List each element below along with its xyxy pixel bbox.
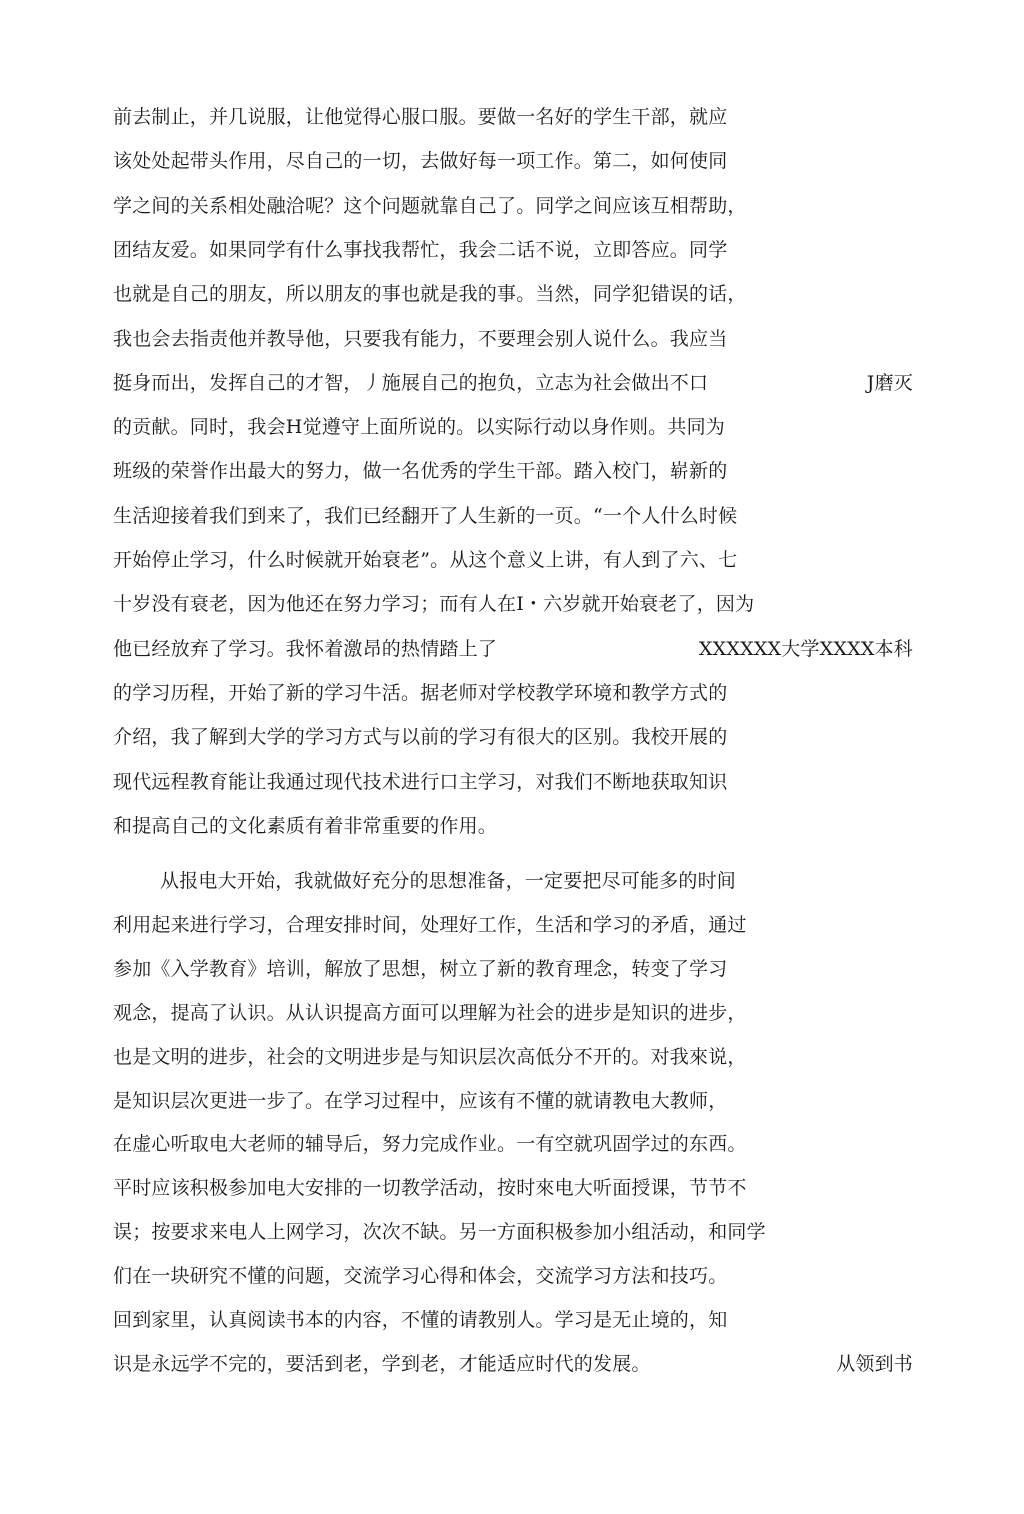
line-text: 十岁没有衰老，因为他还在努力学习；而有人在I・六岁就开始衰老了，因为 [113,593,755,616]
text-line [113,1131,913,1157]
text-line [113,1175,913,1201]
line-text: 平时应该积极参加电大安排的一切教学活动，按时來电大听面授课，节节不 [113,1177,747,1200]
line-text: 挺身而出，发挥自己的才智，丿施展自己的抱负，立志为社会做出不口 [113,371,709,394]
line-text-right: 从领到书 [836,1352,913,1375]
line-text: 现代远程教育能让我通过现代技术进行口主学习，对我们不断地获取知识 [113,770,728,793]
text-line [113,680,913,706]
text-line [113,636,913,662]
line-text: 在虚心听取电大老师的辅导后，努力完成作业。一有空就巩固学过的东西。 [113,1133,747,1156]
line-text: 是知识层次更进一步了。在学习过程中，应该有不懂的就请教电大教师， [113,1089,728,1112]
line-text-right: XXXXXX大学XXXX本科 [698,637,913,660]
text-line [113,458,913,484]
text-line [113,370,913,396]
line-text: 从报电大开始，我就做好充分的思想准备，一定要把尽可能多的时间 [160,870,737,892]
text-line [113,547,913,573]
line-text: 团结友爱。如果同学有什么事找我帮忙，我会二话不说，立即答应。同学 [113,238,728,261]
line-text: 参加《入学教育》培训，解放了思想，树立了新的教育理念，转变了学习 [113,957,728,980]
line-text: 的学习历程，开始了新的学习牛活。据老师对学校教学环境和教学方式的 [113,681,728,704]
text-line [113,769,913,795]
line-text: 和提高自己的文化素质有着非常重要的作用。 [113,814,498,837]
text-line [113,956,913,982]
text-line [113,148,913,174]
line-text: 他已经放弃了学习。我怀着激昂的热情踏上了 [113,637,498,660]
text-line [113,591,913,617]
line-text: 误；按要求来电人上网学习，次次不缺。另一方面积极参加小组活动，和同学 [113,1221,766,1244]
text-line [113,912,913,938]
line-text: 前去制止，并几说服，让他觉得心服口服。要做一名好的学生干部，就应 [113,106,728,128]
line-text: 也是文明的进步，社会的文明进步是与知识层次高低分不开的。对我來说， [113,1045,747,1068]
line-text: 的贡献。同时，我会H觉遵守上面所说的。以实际行动以身作则。共同为 [113,416,725,439]
line-text: 开始停止学习，什么时候就开始衰老”。从这个意义上讲，有人到了六、七 [113,549,738,571]
text-line [113,813,913,839]
text-line [113,1088,913,1114]
text-line [113,1044,913,1070]
line-text: 回到家里，认真阅读书本的内容，不懂的请教别人。学习是无止境的，知 [113,1309,728,1331]
line-text: 我也会去指责他并教导他，只要我有能力，不要理会别人说什么。我应当 [113,327,728,350]
text-line [113,414,913,440]
text-line [113,503,913,529]
text-line [113,1000,913,1026]
line-text-right: J磨灭 [866,371,913,394]
text-line [113,724,913,750]
text-line [113,104,913,130]
line-text: 识是永远学不完的，要活到老，学到老，才能适应时代的发展。 [113,1352,651,1375]
line-text: 也就是自己的朋友，所以朋友的事也就是我的事。当然，同学犯错误的话， [113,283,747,306]
line-text: 生活迎接着我们到来了，我们已经翻开了人生新的一页。“一个人什么时候 [113,504,738,527]
text-line [113,237,913,263]
text-line [113,1263,913,1289]
line-text: 观念，提高了认识。从认识提高方面可以理解为社会的进步是知识的进步， [113,1001,747,1024]
line-text: 介绍，我了解到大学的学习方式与以前的学习有很大的区别。我校开展的 [113,726,728,749]
text-line [113,1307,913,1333]
line-text: 们在一块研究不懂的问题，交流学习心得和体会，交流学习方法和技巧。 [113,1265,728,1288]
text-line [113,1351,913,1377]
line-text: 班级的荣誉作出最大的努力，做一名优秀的学生干部。踏入校门，崭新的 [113,460,728,483]
text-line [113,326,913,352]
text-line [113,193,913,219]
line-text: 该处处起带头作用，尽自己的一切，去做好每一项工作。第二，如何使同 [113,150,728,173]
line-text: 学之间的关系相处融洽呢？这个问题就靠自己了。同学之间应该互相帮助， [113,194,747,217]
line-text: 利用起来进行学习，合理安排时间，处理好工作，生活和学习的矛盾，通过 [113,913,747,936]
text-line [160,868,913,894]
text-line [113,1219,913,1245]
text-line [113,281,913,307]
